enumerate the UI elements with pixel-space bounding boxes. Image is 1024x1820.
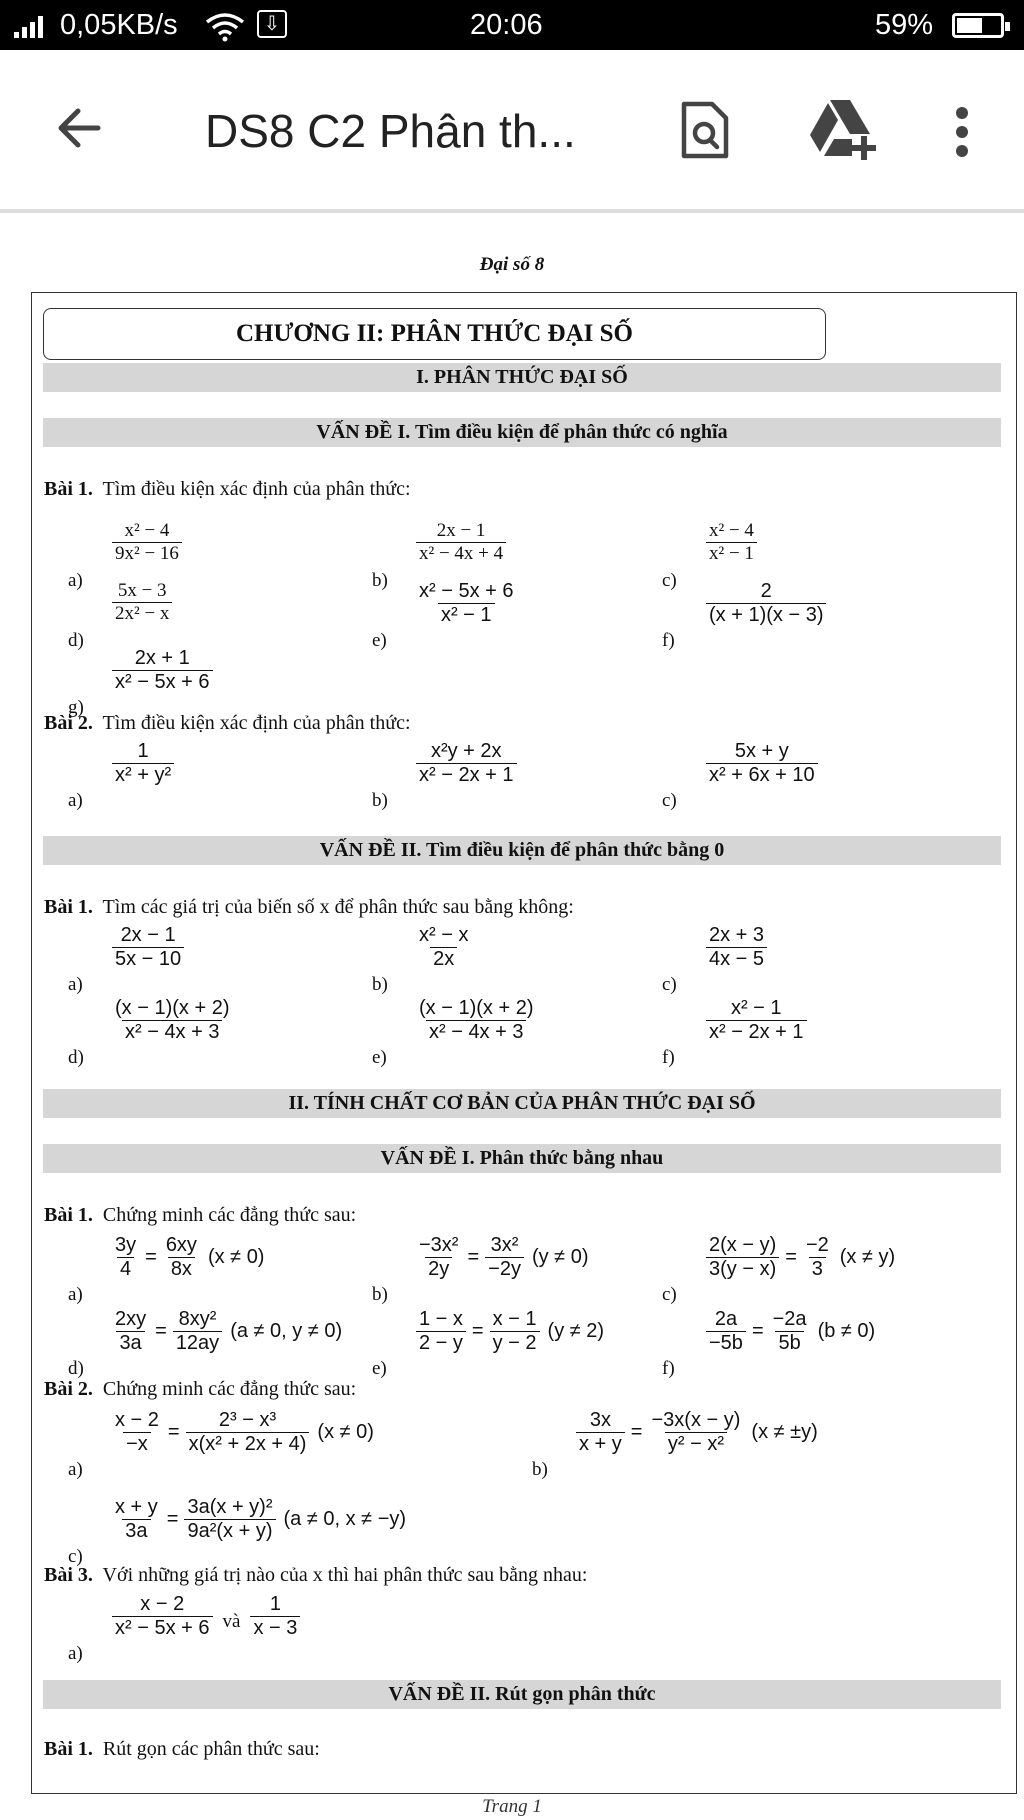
fraction (186, 1409, 310, 1456)
exercise-heading: Bài 2. Tìm điều kiện xác định của phân thức: (44, 712, 411, 734)
exercise-heading: Bài 1. Chứng minh các đẳng thức sau: (44, 1204, 357, 1226)
denominator: 4 (117, 1257, 134, 1281)
denominator: x + y (576, 1432, 625, 1456)
numerator: x² − 4 (709, 520, 754, 541)
numerator: x²y + 2x (430, 740, 502, 762)
equals-sign: = (145, 1246, 157, 1268)
fraction (706, 520, 757, 565)
denominator: x² + 6x + 10 (706, 763, 818, 787)
numerator: 6xy (165, 1234, 197, 1256)
denominator: (x + 1)(x − 3) (706, 603, 826, 627)
equation-item (110, 1496, 406, 1543)
fraction (706, 1234, 779, 1281)
equation-item (704, 1308, 875, 1355)
denominator: 3a (122, 1519, 150, 1543)
numerator: (x − 1)(x + 2) (419, 997, 534, 1019)
item-label: e) (372, 630, 387, 651)
denominator: x² − 5x + 6 (112, 670, 213, 694)
exercise-item (704, 520, 759, 565)
fraction (416, 520, 506, 565)
equation-item (574, 1409, 818, 1456)
fraction (576, 1409, 625, 1456)
item-label: a) (68, 790, 83, 811)
numerator: 2 (760, 580, 772, 602)
exercise-item (414, 520, 508, 565)
item-label: a) (68, 1284, 83, 1305)
denominator: y − 2 (490, 1331, 540, 1355)
item-label: f) (662, 1358, 675, 1379)
denominator: −x (123, 1432, 151, 1456)
equation-item (110, 1234, 264, 1281)
battery-icon (952, 13, 1004, 38)
denominator: −2y (485, 1257, 524, 1281)
numerator: 1 (137, 740, 149, 762)
topic-heading-2: VẤN ĐỀ II. Tìm điều kiện để phân thức bằng 0 (43, 836, 1001, 865)
equation-item (704, 1234, 895, 1281)
denominator: 3(y − x) (706, 1257, 779, 1281)
numerator: 5x − 3 (117, 580, 167, 601)
item-label: f) (662, 1047, 675, 1068)
item-label: f) (662, 630, 675, 651)
numerator: 2³ − x³ (218, 1409, 277, 1431)
denominator: 12ay (173, 1331, 222, 1355)
equals-sign: = (155, 1320, 167, 1342)
numerator: 2(x − y) (709, 1234, 777, 1256)
fraction (416, 997, 536, 1044)
fraction (416, 1234, 461, 1281)
item-label: c) (662, 1284, 677, 1305)
item-label: c) (662, 570, 677, 591)
item-label: d) (68, 630, 84, 651)
fraction (416, 580, 517, 627)
equals-sign: = (467, 1246, 480, 1268)
numerator: 3y (115, 1234, 137, 1256)
fraction (490, 1308, 540, 1355)
fraction (416, 1308, 466, 1355)
item-label: d) (68, 1358, 84, 1379)
exercise-heading: Bài 2. Chứng minh các đẳng thức sau: (44, 1378, 357, 1400)
equals-sign: = (471, 1320, 484, 1342)
page-footer: Trang 1 (482, 1796, 542, 1817)
condition: (a ≠ 0, x ≠ −y) (283, 1508, 407, 1530)
wifi-icon (205, 12, 245, 42)
item-label: c) (662, 974, 677, 995)
fraction (173, 1308, 222, 1355)
numerator: 2xy (115, 1308, 147, 1330)
numerator: x + y (115, 1496, 158, 1518)
denominator: 2x (430, 947, 457, 971)
item-label: b) (372, 570, 388, 591)
denominator: x² − 4x + 4 (416, 542, 506, 565)
item-label: c) (662, 790, 677, 811)
exercise-item (704, 924, 769, 971)
exercise-heading: Bài 1. Rút gọn các phân thức sau: (44, 1738, 320, 1760)
denominator: 2x² − x (112, 602, 172, 625)
denominator: x² − 4x + 3 (426, 1020, 527, 1044)
item-label: b) (372, 974, 388, 995)
denominator: y² − x² (665, 1432, 727, 1456)
numerator: x − 2 (140, 1593, 185, 1615)
numerator: 3a(x + y)² (187, 1496, 273, 1518)
numerator: 2x − 1 (436, 520, 486, 541)
numerator: 3x (589, 1409, 611, 1431)
topic-heading-3: VẤN ĐỀ I. Phân thức bằng nhau (43, 1144, 1001, 1173)
denominator: 2y (425, 1257, 452, 1281)
exercise-item (414, 997, 538, 1044)
numerator: x² − 4 (124, 520, 170, 541)
denominator: 4x − 5 (706, 947, 767, 971)
exercise-item (704, 580, 828, 627)
exercise-item (414, 740, 519, 787)
condition: (x ≠ 0) (207, 1246, 265, 1268)
numerator: x² − 5x + 6 (419, 580, 514, 602)
numerator: 1 (269, 1593, 281, 1615)
denominator: x² − 4x + 3 (122, 1020, 223, 1044)
fraction (485, 1234, 524, 1281)
section-heading-2: II. TÍNH CHẤT CƠ BẢN CỦA PHÂN THỨC ĐẠI SỐ (43, 1089, 1001, 1118)
exercise-item (110, 580, 174, 625)
denominator: x² − 1 (438, 603, 495, 627)
fraction (706, 740, 818, 787)
denominator: 5b (775, 1331, 803, 1355)
fraction (112, 1409, 162, 1456)
denominator: 9a²(x + y) (184, 1519, 275, 1543)
fraction (112, 520, 182, 565)
exercise-item (110, 647, 215, 694)
equation-item (110, 1308, 342, 1355)
denominator: −5b (706, 1331, 746, 1355)
item-label: a) (68, 1643, 83, 1664)
denominator: x − 3 (250, 1616, 300, 1640)
fraction (112, 1496, 161, 1543)
item-label: a) (68, 570, 83, 591)
denominator: 9x² − 16 (112, 542, 182, 565)
numerator: −3x² (419, 1234, 459, 1256)
condition: (x ≠ 0) (317, 1421, 374, 1443)
fraction-pair (110, 1593, 302, 1640)
download-icon: ⇩ (257, 10, 287, 38)
equation-item (414, 1234, 589, 1281)
item-label: e) (372, 1047, 387, 1068)
fraction (112, 1234, 139, 1281)
fraction (184, 1496, 275, 1543)
numerator: x² − x (419, 924, 469, 946)
equals-sign: = (167, 1421, 180, 1443)
exercise-item (110, 740, 176, 787)
exercise-item (110, 924, 186, 971)
fraction (112, 1308, 149, 1355)
network-speed: 0,05KB/s (60, 9, 178, 41)
equals-sign: = (785, 1246, 797, 1268)
item-label: b) (532, 1459, 548, 1480)
fraction (112, 924, 184, 971)
fraction (803, 1234, 832, 1281)
fraction (706, 580, 826, 627)
denominator: 3 (809, 1257, 826, 1281)
numerator: 8xy² (178, 1308, 217, 1330)
page-header: Đại số 8 (479, 254, 545, 275)
condition: (x ≠ y) (839, 1246, 896, 1268)
chapter-title: CHƯƠNG II: PHÂN THỨC ĐẠI SỐ (43, 308, 826, 360)
fraction (706, 997, 807, 1044)
denominator: 2 − y (416, 1331, 466, 1355)
exercise-heading: Bài 3. Với những giá trị nào của x thì hai phân thức sau bằng nhau: (44, 1564, 588, 1586)
equals-sign: = (630, 1421, 643, 1443)
document-title: DS8 C2 Phân th... (205, 105, 576, 157)
numerator: 3x² (490, 1234, 519, 1256)
signal-icon (14, 16, 48, 38)
item-label: e) (372, 1358, 387, 1379)
numerator: 1 − x (419, 1308, 463, 1330)
topic-heading-4: VẤN ĐỀ II. Rút gọn phân thức (43, 1680, 1001, 1709)
numerator: x − 1 (492, 1308, 537, 1330)
numerator: x² − 1 (730, 997, 782, 1019)
denominator: x² − 5x + 6 (112, 1616, 213, 1640)
fraction (706, 1308, 746, 1355)
denominator: 3a (116, 1331, 144, 1355)
exercise-item (414, 580, 519, 627)
back-arrow-icon[interactable] (52, 100, 108, 156)
denominator: x² − 2x + 1 (416, 763, 517, 787)
condition: (b ≠ 0) (817, 1320, 876, 1342)
numerator: x − 2 (115, 1409, 159, 1431)
item-label: a) (68, 1459, 83, 1480)
fraction (112, 647, 213, 694)
numerator: 2x + 1 (134, 647, 190, 669)
fraction (112, 1593, 213, 1640)
item-label: g) (68, 697, 84, 718)
item-label: d) (68, 1047, 84, 1068)
equals-sign: = (166, 1508, 179, 1530)
denominator: x(x² + 2x + 4) (186, 1432, 310, 1456)
battery-percent: 59% (875, 9, 934, 41)
drive-add-icon[interactable] (808, 98, 878, 160)
fraction (416, 740, 517, 787)
document-search-icon[interactable] (680, 100, 730, 160)
clock: 20:06 (470, 9, 543, 41)
topic-heading-1: VẤN ĐỀ I. Tìm điều kiện để phân thức có nghĩa (43, 418, 1001, 447)
item-label: c) (68, 1546, 83, 1567)
fraction (112, 740, 174, 787)
equals-sign: = (751, 1320, 764, 1342)
fraction (250, 1593, 300, 1640)
fraction (706, 924, 767, 971)
item-label: b) (372, 790, 388, 811)
exercise-heading: Bài 1. Tìm điều kiện xác định của phân thức: (44, 478, 411, 500)
fraction (416, 924, 471, 971)
numerator: 2x + 3 (709, 924, 765, 946)
exercise-item (704, 997, 809, 1044)
exercise-item (414, 924, 473, 971)
condition: (y ≠ 2) (547, 1320, 605, 1342)
exercise-item (110, 520, 184, 565)
numerator: 5x + y (734, 740, 789, 762)
denominator: x² − 2x + 1 (706, 1020, 807, 1044)
exercise-heading: Bài 1. Tìm các giá trị của biến số x để phân thức sau bằng không: (44, 896, 574, 918)
numerator: −2a (772, 1308, 807, 1330)
denominator: 5x − 10 (112, 947, 184, 971)
numerator: 2a (714, 1308, 738, 1330)
item-label: b) (372, 1284, 388, 1305)
denominator: 8x (168, 1257, 195, 1281)
numerator: −2 (805, 1234, 829, 1256)
numerator: 2x − 1 (120, 924, 176, 946)
denominator: x² + y² (112, 763, 174, 787)
exercise-item (110, 997, 234, 1044)
numerator: −3x(x − y) (651, 1409, 741, 1431)
conjunction: và (222, 1610, 241, 1632)
condition: (y ≠ 0) (531, 1246, 589, 1268)
fraction (648, 1409, 743, 1456)
section-heading-1: I. PHÂN THỨC ĐẠI SỐ (43, 363, 1001, 392)
status-bar (0, 0, 1024, 50)
denominator: x² − 1 (706, 542, 757, 565)
condition: (a ≠ 0, y ≠ 0) (230, 1320, 343, 1342)
fraction (112, 580, 172, 625)
item-label: a) (68, 974, 83, 995)
fraction (163, 1234, 200, 1281)
condition: (x ≠ ±y) (751, 1421, 818, 1443)
more-vert-icon[interactable] (950, 106, 974, 158)
equation-item (414, 1308, 604, 1355)
equation-item (110, 1409, 374, 1456)
numerator: (x − 1)(x + 2) (115, 997, 230, 1019)
fraction (112, 997, 232, 1044)
exercise-item (704, 740, 820, 787)
fraction (770, 1308, 810, 1355)
